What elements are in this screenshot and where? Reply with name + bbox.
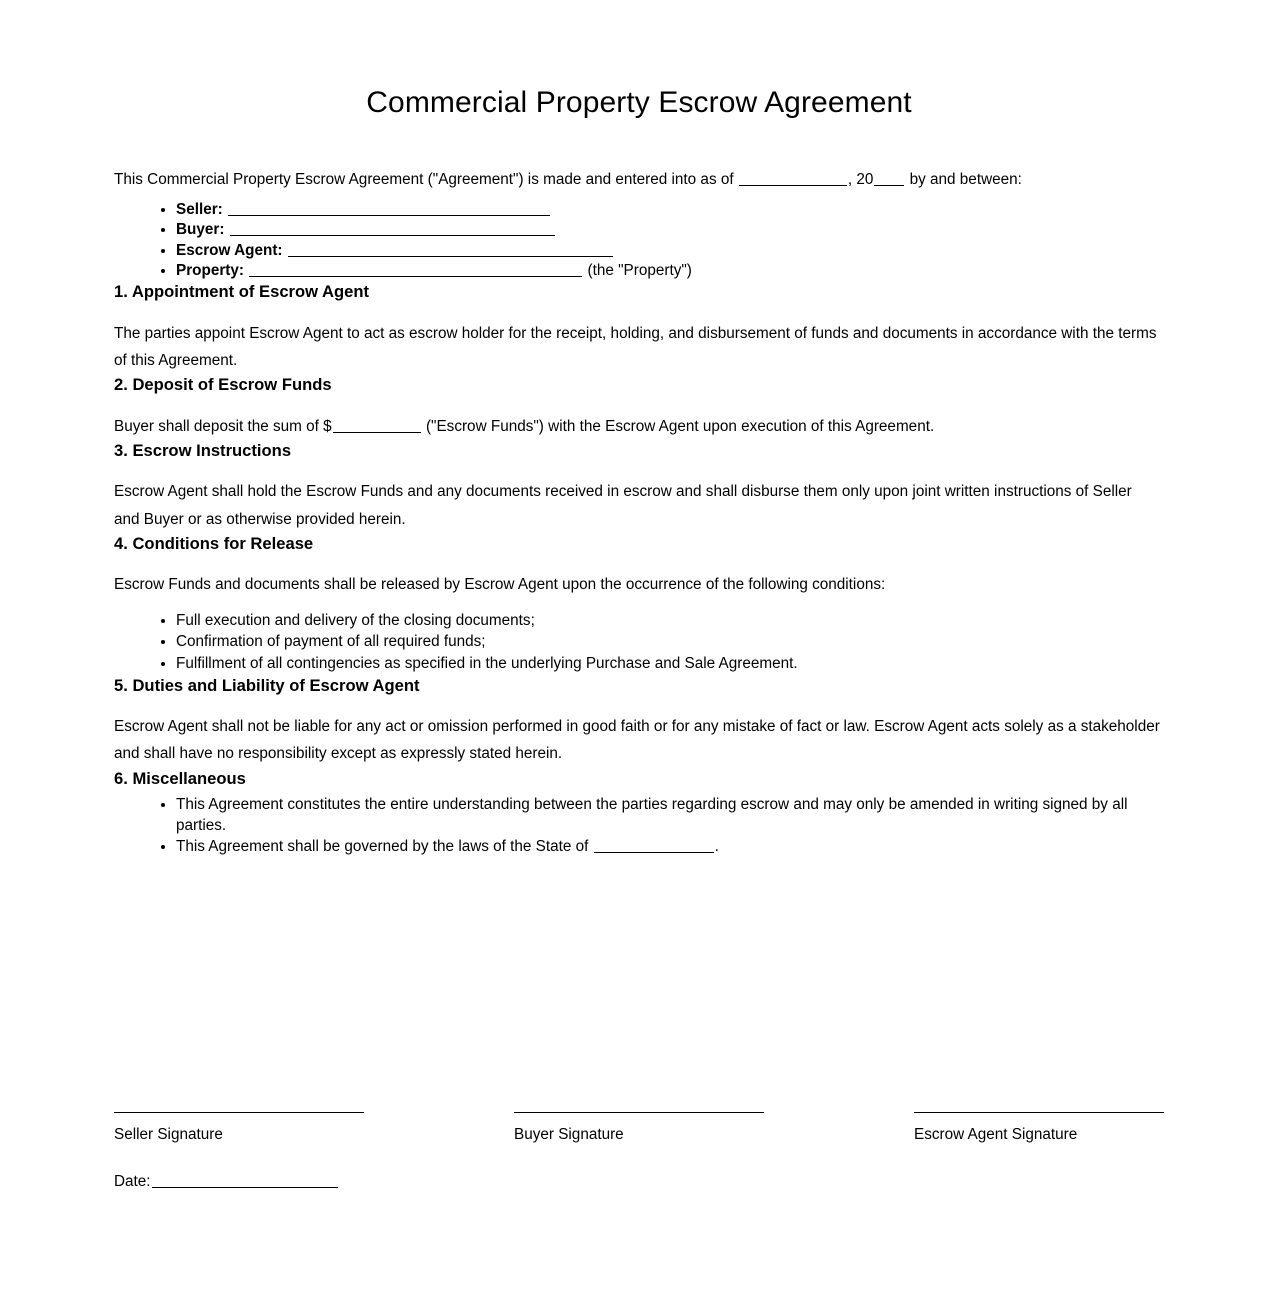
section-heading-6: 6. Miscellaneous <box>114 768 246 788</box>
buyer-label: Buyer: <box>176 221 225 239</box>
intro-text-part2: , 20 <box>847 170 874 188</box>
buyer-blank[interactable] <box>230 221 555 237</box>
signature-row <box>114 1112 1164 1172</box>
section-body-3: Escrow Agent shall hold the Escrow Funds and any documents received in escrow and shall disburse them only upon joint written instructions of Seller and Buyer or as otherwise provided herein. <box>114 483 1132 528</box>
seller-blank[interactable] <box>228 201 550 217</box>
section-heading-1: 1. Appointment of Escrow Agent <box>114 281 370 301</box>
miscellaneous-list <box>114 795 1164 857</box>
date-field-label: Date: <box>114 1173 151 1190</box>
escrow-amount-blank[interactable] <box>333 417 421 433</box>
section-body-5: Escrow Agent shall not be liable for any act or omission performed in good faith or for any mistake of fact or law. Escrow Agent acts solely as a stakeholder and shall have no responsibility except as expressly stated herein. <box>114 718 1160 763</box>
buyer-signature-label: Buyer Signature <box>514 1126 624 1143</box>
agreement-year-blank[interactable] <box>874 170 904 186</box>
party-list <box>114 200 1164 281</box>
section-heading-2: 2. Deposit of Escrow Funds <box>114 374 332 394</box>
list-item <box>176 837 1164 858</box>
agreement-date-blank[interactable] <box>739 170 847 186</box>
property-blank[interactable] <box>249 261 582 277</box>
intro-text-part3: by and between: <box>909 170 1022 188</box>
list-item: • Full execution and delivery of the closing documents; <box>176 610 1164 632</box>
intro-text-part1: This Commercial Property Escrow Agreement ("Agreement") is made and entered into as of <box>114 170 734 188</box>
section-body-1: The parties appoint Escrow Agent to act as escrow holder for the receipt, holding, and disbursement of funds and documents in accordance with the terms of this Agreement. <box>114 324 1157 369</box>
seller-label: Seller: <box>176 201 223 219</box>
list-item-escrow-agent <box>176 241 1164 261</box>
section-body-2 <box>114 396 1164 440</box>
governing-law-text-before: This Agreement shall be governed by the laws of the State of <box>176 837 589 855</box>
list-item: • Confirmation of payment of all required funds; <box>176 631 1164 653</box>
governing-state-blank[interactable] <box>594 837 714 853</box>
escrow-agent-signature-label: Escrow Agent Signature <box>914 1126 1078 1143</box>
signature-block <box>114 1112 1164 1172</box>
conditions-list <box>114 610 1164 675</box>
list-item-seller <box>176 200 1164 220</box>
escrow-agent-label: Escrow Agent: <box>176 241 283 259</box>
signature-seller <box>114 1112 364 1145</box>
section-body-4: Escrow Funds and documents shall be released by Escrow Agent upon the occurrence of the following conditions: <box>114 576 886 594</box>
deposit-text-before: Buyer shall deposit the sum of $ <box>114 417 332 435</box>
signature-buyer <box>514 1112 764 1145</box>
list-item: • This Agreement constitutes the entire understanding between the parties regarding escrow and may only be amended in writing signed by all parties. <box>176 795 1164 836</box>
escrow-agent-blank[interactable] <box>288 241 613 257</box>
list-item-property <box>176 261 1164 281</box>
section-heading-5: 5. Duties and Liability of Escrow Agent <box>114 675 420 695</box>
list-item-buyer <box>176 220 1164 240</box>
section-heading-4: 4. Conditions for Release <box>114 533 314 553</box>
section-heading-3: 3. Escrow Instructions <box>114 440 292 460</box>
property-label: Property: <box>176 261 244 279</box>
date-field <box>114 1172 339 1192</box>
governing-law-text-after: . <box>714 837 719 855</box>
intro-paragraph <box>114 121 1164 192</box>
date-field-blank[interactable] <box>152 1172 338 1188</box>
deposit-text-after: ("Escrow Funds") with the Escrow Agent upon execution of this Agreement. <box>425 417 935 435</box>
seller-signature-label: Seller Signature <box>114 1126 223 1143</box>
property-suffix: (the "Property") <box>587 261 692 279</box>
signature-escrow-agent <box>914 1112 1164 1145</box>
page-title: Commercial Property Escrow Agreement <box>366 86 912 119</box>
list-item: • Fulfillment of all contingencies as specified in the underlying Purchase and Sale Agreement. <box>176 653 1164 675</box>
